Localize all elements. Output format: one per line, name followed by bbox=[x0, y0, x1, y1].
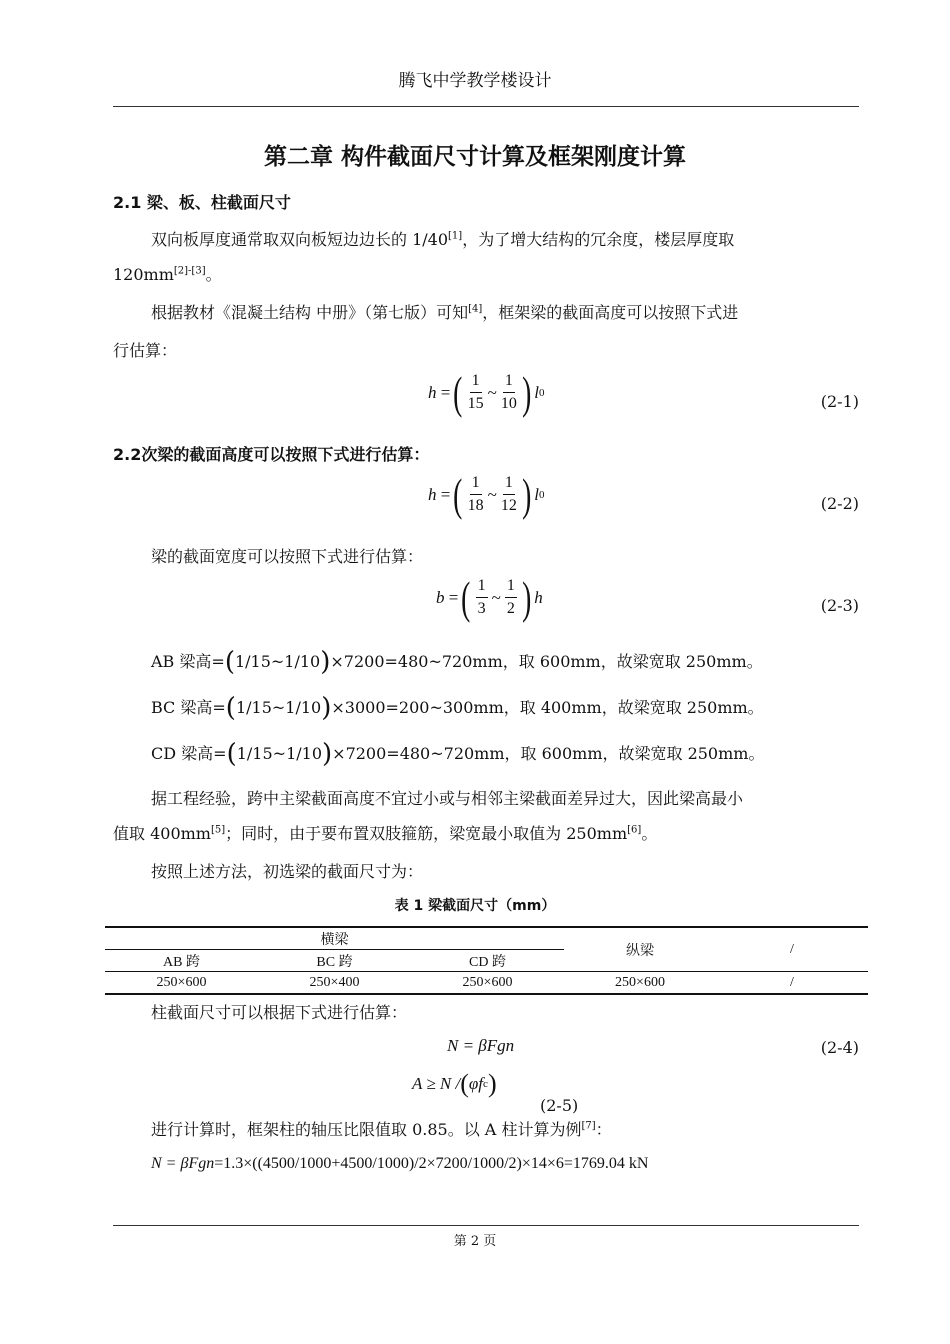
paragraph-axial-ratio: 进行计算时，框架柱的轴压比限值取 0.85。以 A 柱计算为例[7]： bbox=[151, 1120, 612, 1139]
paragraph-experience: 据工程经验，跨中主梁截面高度不宜过小或与相邻主梁截面差异过大，因此梁高最小 bbox=[151, 789, 744, 808]
table-row bbox=[105, 972, 868, 995]
page-number: 第 2 页 bbox=[453, 1234, 497, 1249]
footer-rule bbox=[113, 1225, 859, 1226]
page-header: 腾飞中学教学楼设计 bbox=[398, 71, 552, 91]
table-caption: 表 1 梁截面尺寸（mm） bbox=[394, 898, 556, 914]
section-2-1-heading: 2.1 梁、板、柱截面尺寸 bbox=[113, 193, 291, 212]
equation-2-2: h = ( $\frac{1}{18}$ ~ $\frac{1}{12}$ ) l 0 bbox=[428, 468, 545, 520]
chapter-title: 第二章 构件截面尺寸计算及框架刚度计算 bbox=[263, 144, 686, 170]
equation-2-3: b = ( $\frac{1}{3}$ ~ $\frac{1}{2}$ ) h bbox=[436, 571, 543, 623]
table-header-bc: BC 跨 bbox=[316, 954, 353, 970]
table-header-group: 横梁 bbox=[105, 927, 564, 950]
table-header-ab: AB 跨 bbox=[163, 954, 200, 970]
table-cell-ab: 250×600 bbox=[156, 974, 207, 990]
equation-number-2-5: (2-5) bbox=[540, 1096, 579, 1115]
paragraph-experience-cont: 值取 400mm[5]；同时，由于要布置双肢箍筋，梁宽最小取值为 250mm[6]。 bbox=[113, 824, 658, 843]
equation-number-2-1: (2-1) bbox=[820, 392, 859, 411]
equation-2-5: A ≥ N / ( φf c ) bbox=[412, 1069, 497, 1098]
table-header-long: 纵梁 bbox=[626, 943, 654, 959]
paragraph-slab-cont: 120mm[2]-[3]。 bbox=[113, 265, 222, 284]
paragraph-width: 梁的截面宽度可以按照下式进行估算： bbox=[151, 547, 424, 566]
ab-beam-height: AB 梁高=(1/15~1/10)×7200=480~720mm，取 600mm，故梁宽取 250mm。 bbox=[151, 647, 763, 677]
table-cell-cd: 250×600 bbox=[462, 974, 513, 990]
table-header-cd: CD 跨 bbox=[469, 954, 506, 970]
equation-number-2-2: (2-2) bbox=[820, 494, 859, 513]
paragraph-slab: 双向板厚度通常取双向板短边边长的 1/40[1]，为了增大结构的冗余度，楼层厚度取 bbox=[151, 230, 735, 249]
column-load-calculation: N = βFgn=1.3×((4500/1000+4500/1000)/2×7200/1000/2)×14×6=1769.04 kN bbox=[151, 1155, 649, 1172]
beam-section-table bbox=[105, 926, 868, 995]
paragraph-column: 柱截面尺寸可以根据下式进行估算： bbox=[151, 1003, 408, 1022]
table-header-slash: / bbox=[790, 941, 794, 957]
equation-2-1: h = ( $\frac{1}{15}$ ~ $\frac{1}{10}$ ) l 0 bbox=[428, 366, 545, 418]
cd-beam-height: CD 梁高=(1/15~1/10)×7200=480~720mm，取 600mm，故梁宽取 250mm。 bbox=[151, 739, 765, 769]
equation-number-2-4: (2-4) bbox=[820, 1038, 859, 1057]
section-2-2-heading: 2.2次梁的截面高度可以按照下式进行估算： bbox=[113, 445, 430, 464]
header-rule bbox=[113, 106, 859, 107]
paragraph-initial-selection: 按照上述方法，初选梁的截面尺寸为： bbox=[151, 862, 424, 881]
paragraph-textbook-cont: 行估算： bbox=[113, 341, 178, 360]
bc-beam-height: BC 梁高=(1/15~1/10)×3000=200~300mm，取 400mm，故梁宽取 250mm。 bbox=[151, 693, 764, 723]
equation-number-2-3: (2-3) bbox=[820, 596, 859, 615]
table-cell-long: 250×600 bbox=[615, 974, 665, 990]
equation-2-4: N = βFgn bbox=[447, 1036, 515, 1055]
paragraph-textbook: 根据教材《混凝土结构 中册》（第七版）可知[4]，框架梁的截面高度可以按照下式进 bbox=[151, 303, 739, 322]
table-cell-bc: 250×400 bbox=[309, 974, 360, 990]
table-cell-slash: / bbox=[790, 974, 794, 990]
